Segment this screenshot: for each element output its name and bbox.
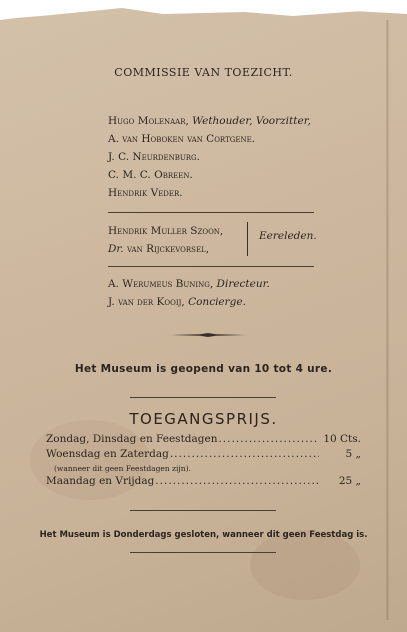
- brace: [247, 222, 256, 256]
- staff-name: J. van der Kooij,: [108, 296, 185, 308]
- member-name: Hugo Molenaar,: [108, 115, 189, 127]
- leader-dots: [218, 433, 319, 445]
- price-list: [46, 433, 361, 490]
- price-value: 5 „: [345, 448, 361, 460]
- divider: [130, 552, 276, 553]
- prices-title: TOEGANGSPRIJS.: [129, 410, 278, 428]
- member-item: [108, 148, 311, 166]
- member-name: A. van Hoboken van Cortgene.: [108, 133, 256, 145]
- divider: [130, 510, 276, 511]
- honorary-label: Eereleden.: [259, 230, 317, 242]
- member-item: [108, 166, 311, 184]
- torn-edge: [0, 0, 407, 40]
- price-note: (wanneer dit geen Feestdagen zijn).: [54, 464, 191, 473]
- staff-role: Directeur.: [216, 278, 270, 290]
- price-row: [46, 433, 361, 448]
- member-name: J. C. Neurdenburg.: [108, 151, 200, 163]
- members-list: [108, 112, 311, 202]
- staff-role: Concierge.: [188, 296, 246, 308]
- staff-list: [108, 275, 270, 311]
- price-label: Zondag, Dinsdag en Feestdagen: [46, 433, 218, 445]
- staff-name: A. Werumeus Buning,: [108, 278, 214, 290]
- staff-item: [108, 293, 270, 311]
- member-item: [108, 130, 311, 148]
- divider: [108, 212, 314, 213]
- leader-dots: [155, 475, 319, 487]
- divider: [108, 266, 314, 267]
- member-role: Wethouder, Voorzitter,: [192, 115, 311, 127]
- price-label: Maandag en Vrijdag: [46, 475, 155, 487]
- member-item: [108, 112, 311, 130]
- commission-heading: COMMISSIE VAN TOEZICHT.: [114, 66, 293, 79]
- price-row: [46, 475, 361, 490]
- price-value: 25 „: [338, 475, 361, 487]
- member-item: [108, 184, 311, 202]
- honorary-members: [108, 222, 223, 258]
- price-value: 10 Cts.: [323, 433, 361, 445]
- staff-item: [108, 275, 270, 293]
- leader-dots: [170, 448, 319, 460]
- price-row: [46, 448, 361, 463]
- divider: [130, 397, 276, 398]
- ornament-rule: [170, 333, 246, 337]
- member-name: Hendrik Veder.: [108, 187, 183, 199]
- member-name: C. M. C. Obreen.: [108, 169, 193, 181]
- price-label: Woensdag en Zaterdag: [46, 448, 169, 460]
- honorary-member: Hendrik Muller Szoon,: [108, 225, 224, 237]
- opening-hours: Het Museum is geopend van 10 tot 4 ure.: [74, 363, 333, 375]
- closed-note: Het Museum is Donderdags gesloten, wanneer dit geen Feestdag is.: [39, 530, 368, 540]
- paper-stain: [250, 530, 360, 600]
- honorary-member: Dr. van Rijckevorsel,: [108, 243, 210, 255]
